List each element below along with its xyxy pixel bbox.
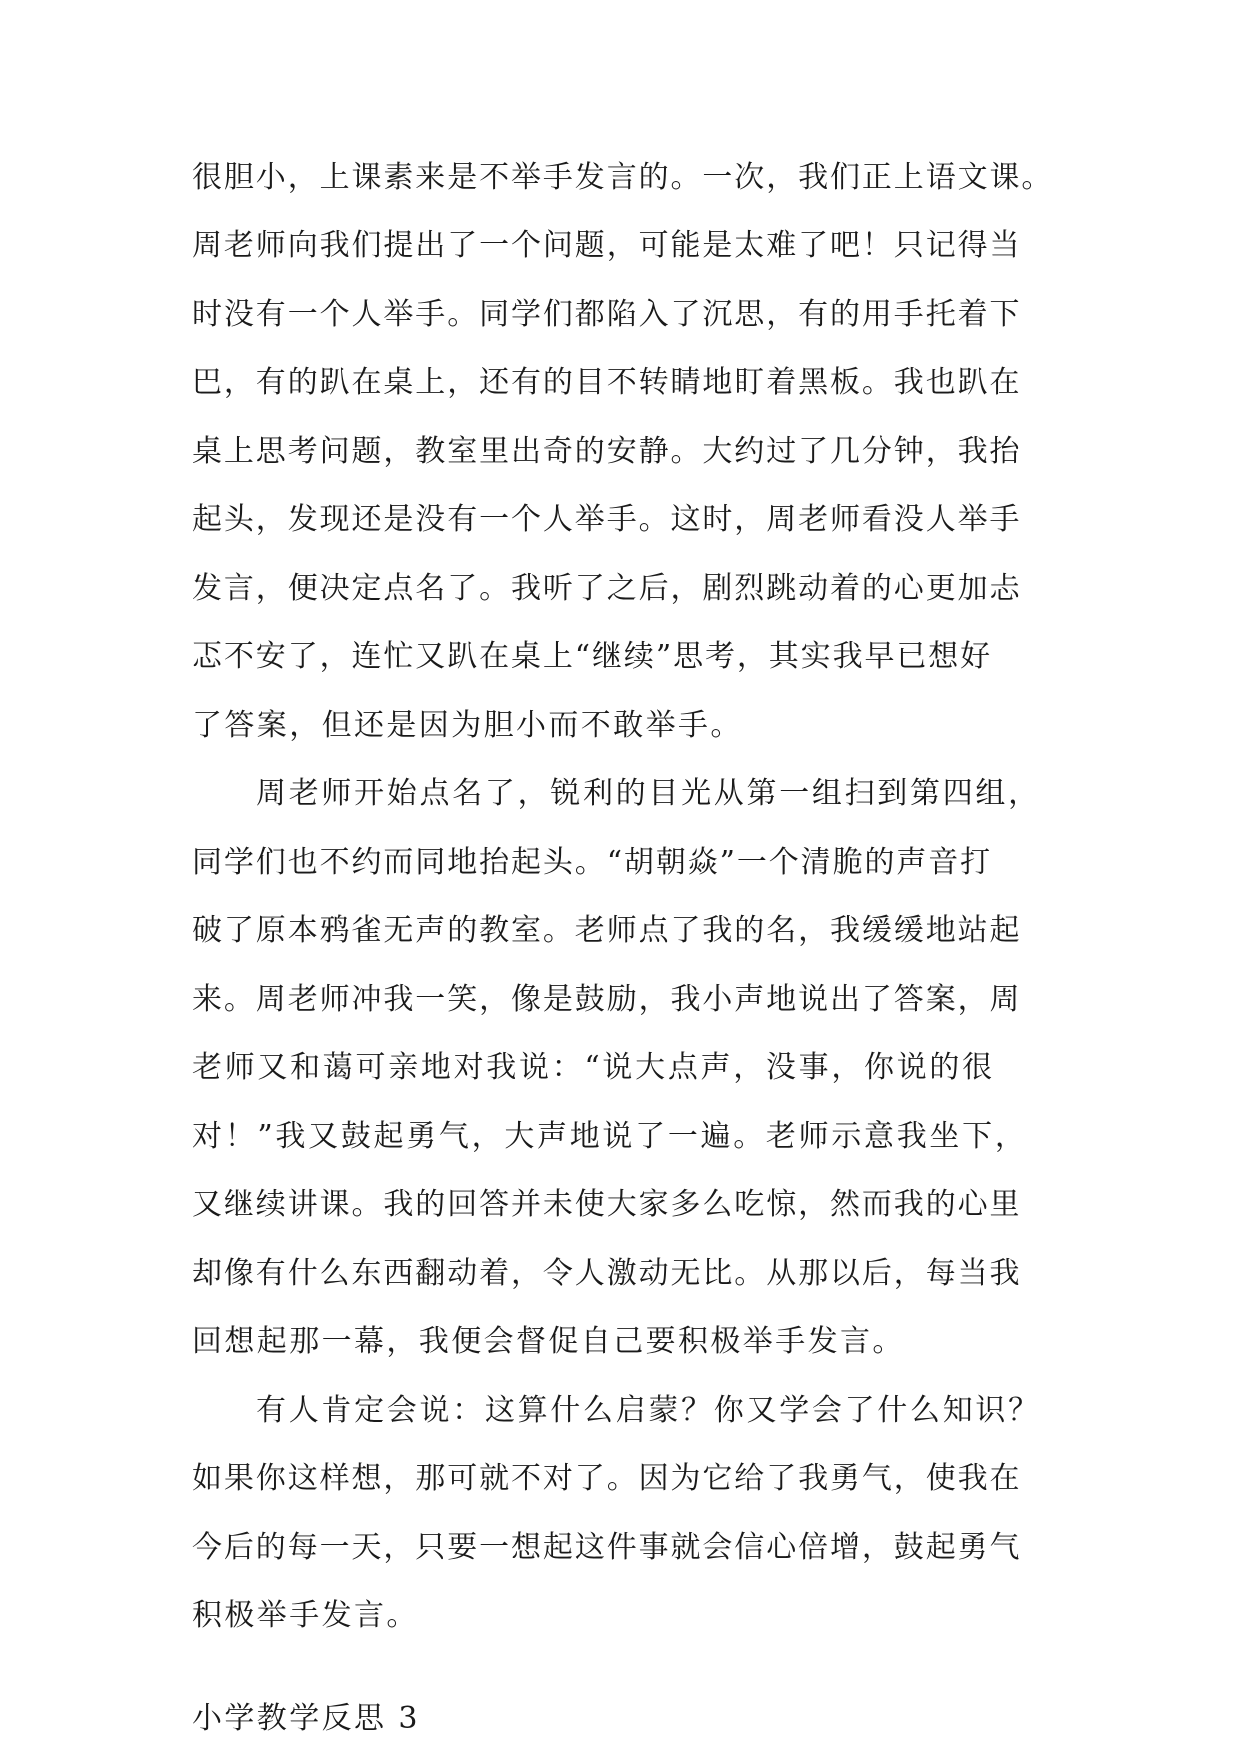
paragraph-3-line-2: 如果你这样想，那可就不对了。因为它给了我勇气，使我在 bbox=[192, 1461, 1022, 1496]
paragraph-1-line-9: 了答案，但还是因为胆小而不敢举手。 bbox=[192, 708, 743, 743]
paragraph-3-line-3: 今后的每一天，只要一想起这件事就会信心倍增，鼓起勇气 bbox=[192, 1530, 1022, 1565]
section-heading: 小学教学反思 3 bbox=[192, 1701, 420, 1736]
paragraph-2-line-6: 对！”我又鼓起勇气，大声地说了一遍。老师示意我坐下， bbox=[192, 1119, 1028, 1154]
paragraph-1-line-6: 起头，发现还是没有一个人举手。这时，周老师看没人举手 bbox=[192, 502, 1022, 537]
paragraph-1-line-2: 周老师向我们提出了一个问题，可能是太难了吧！只记得当 bbox=[192, 228, 1022, 263]
paragraph-2-line-9: 回想起那一幕，我便会督促自己要积极举手发言。 bbox=[192, 1324, 905, 1359]
paragraph-2-line-2: 同学们也不约而同地抬起头。“胡朝焱”一个清脆的声音打 bbox=[192, 845, 993, 880]
paragraph-1-line-1: 很胆小，上课素来是不举手发言的。一次，我们正上语文课。 bbox=[192, 160, 1054, 195]
paragraph-2-line-4: 来。周老师冲我一笑，像是鼓励，我小声地说出了答案，周 bbox=[192, 982, 1022, 1017]
paragraph-2-line-5: 老师又和蔼可亲地对我说：“说大点声，没事，你说的很 bbox=[192, 1050, 995, 1085]
paragraph-2-line-3: 破了原本鸦雀无声的教室。老师点了我的名，我缓缓地站起 bbox=[192, 913, 1022, 948]
paragraph-3-line-1: 有人肯定会说：这算什么启蒙？你又学会了什么知识？ bbox=[256, 1393, 1041, 1428]
paragraph-1-line-5: 桌上思考问题，教室里出奇的安静。大约过了几分钟，我抬 bbox=[192, 434, 1022, 469]
paragraph-1-line-3: 时没有一个人举手。同学们都陷入了沉思，有的用手托着下 bbox=[192, 297, 1022, 332]
paragraph-2-line-1: 周老师开始点名了，锐利的目光从第一组扫到第四组， bbox=[256, 776, 1041, 811]
paragraph-2-line-7: 又继续讲课。我的回答并未使大家多么吃惊，然而我的心里 bbox=[192, 1187, 1022, 1222]
paragraph-1-line-4: 巴，有的趴在桌上，还有的目不转睛地盯着黑板。我也趴在 bbox=[192, 365, 1022, 400]
paragraph-1-line-7: 发言，便决定点名了。我听了之后，剧烈跳动着的心更加忐 bbox=[192, 571, 1022, 606]
paragraph-2-line-8: 却像有什么东西翻动着，令人激动无比。从那以后，每当我 bbox=[192, 1256, 1022, 1291]
paragraph-3-line-4: 积极举手发言。 bbox=[192, 1598, 419, 1633]
paragraph-1-line-8: 忑不安了，连忙又趴在桌上“继续”思考，其实我早已想好 bbox=[192, 639, 993, 674]
